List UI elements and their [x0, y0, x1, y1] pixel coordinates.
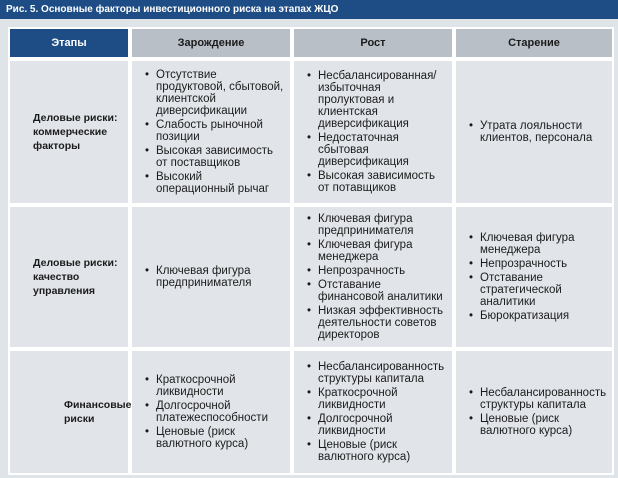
list-item: • Ценовые (риск валютного курса): [469, 413, 610, 437]
header-cell-inception: Зарождение: [132, 29, 290, 57]
row-label-text: Финансовые риски: [64, 399, 132, 425]
list-item: • Отставание финансовой аналитики: [307, 279, 450, 303]
header-cell-stages: Этапы: [10, 29, 128, 57]
list-item: • Ключевая фигура предпринимателя: [307, 213, 450, 237]
cell-financial-inception: [132, 351, 290, 473]
header-cell-growth: Рост: [294, 29, 452, 57]
list-item: • Слабость рыночной позиции: [145, 119, 288, 143]
cell-management-growth: [294, 207, 452, 347]
list-item: • Ключевая фигура предпринимателя: [145, 265, 288, 289]
list-item: • Несбалансированная/ избыточная пролуктовая и клиентская диверсификация: [307, 70, 450, 130]
list-item: • Высокий операционный рычаг: [145, 171, 288, 195]
list-item: • Непрозрачность: [469, 258, 610, 270]
list-item: • Высокая зависимость от поставщиков: [145, 145, 288, 169]
list-item: • Ценовые (риск валютного курса): [307, 439, 450, 463]
list-item: • Высокая зависимость от потавщиков: [307, 170, 450, 194]
cell-commercial-aging: [456, 61, 612, 203]
row-label-financial: [10, 351, 132, 473]
list-item: • Отставание стратегической аналитики: [469, 272, 610, 308]
list-item: • Долгосрочной ликвидности: [307, 413, 450, 437]
cell-commercial-inception: [132, 61, 290, 203]
list-item: • Отсутствие продуктовой, сбытовой, клиентской диверсификации: [145, 69, 288, 117]
list-item: • Ключевая фигура менеджера: [469, 232, 610, 256]
list-item: • Непрозрачность: [307, 265, 450, 277]
row-label-commercial: [10, 61, 128, 203]
list-item: • Утрата лояльности клиентов, персонала: [469, 120, 610, 144]
risk-factors-table: [8, 27, 614, 475]
list-item: • Ценовые (риск валютного курса): [145, 426, 288, 450]
cell-financial-aging: [456, 351, 612, 473]
figure-title-bar: [0, 0, 618, 19]
list-item: • Бюрократизация: [469, 310, 610, 322]
cell-management-aging: [456, 207, 612, 347]
list-item: • Несбалансированность структуры капитала: [469, 387, 610, 411]
figure-title: Рис. 5. Основные факторы инвестиционного риска на этапах ЖЦО: [6, 4, 339, 15]
list-item: • Недостаточная сбытовая диверсификация: [307, 132, 450, 168]
row-label-text: Деловые риски: коммерческие факторы: [33, 112, 118, 152]
row-label-management: [10, 207, 128, 347]
list-item: • Краткосрочной ликвидности: [145, 374, 288, 398]
list-item: • Долгосрочной платежеспособности: [145, 400, 288, 424]
cell-management-inception: [132, 207, 290, 347]
list-item: • Низкая эффективность деятельности советов директоров: [307, 305, 450, 341]
list-item: • Ключевая фигура менеджера: [307, 239, 450, 263]
list-item: • Несбалансированность структуры капитала: [307, 361, 450, 385]
header-cell-aging: Старение: [456, 29, 612, 57]
cell-financial-growth: [294, 351, 452, 473]
cell-commercial-growth: [294, 61, 452, 203]
list-item: • Краткосрочной ликвидности: [307, 387, 450, 411]
row-label-text: Деловые риски: качество управления: [33, 257, 118, 297]
